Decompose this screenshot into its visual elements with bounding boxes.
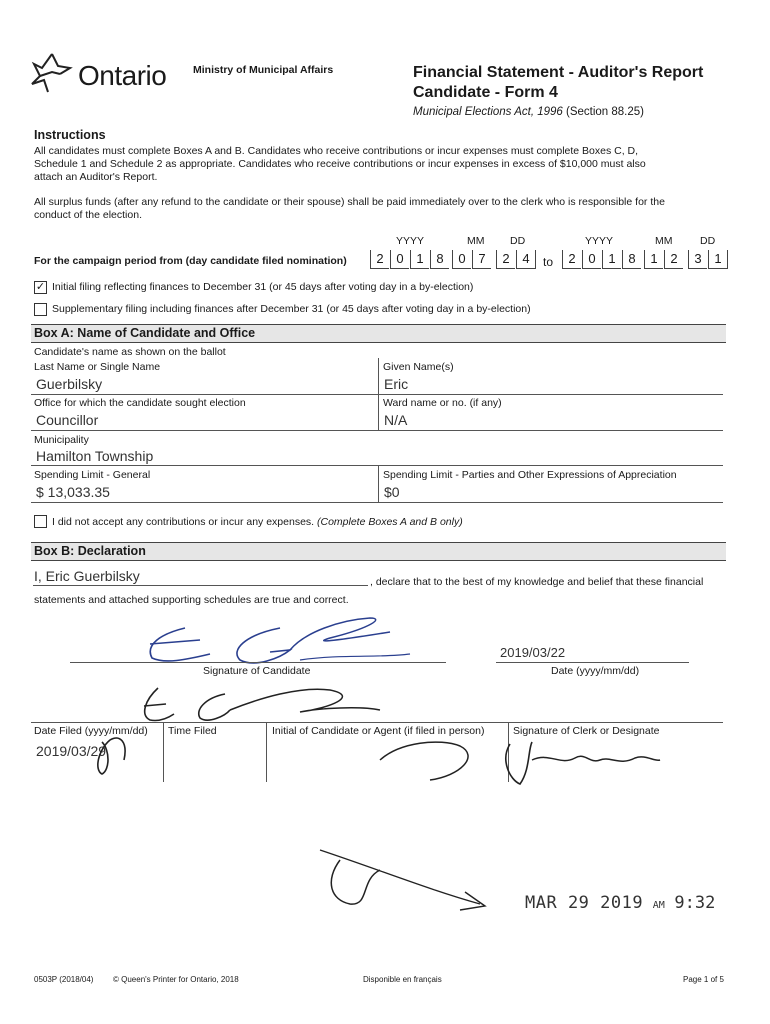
instructions-line: attach an Auditor's Report. — [34, 171, 158, 183]
initial-filing-label: Initial filing reflecting finances to December 31 (or 45 days after voting day in a by-election) — [52, 281, 474, 293]
limit-general-value[interactable]: $ 13,033.35 — [36, 484, 110, 500]
declarant-name[interactable]: I, Eric Guerbilsky — [34, 568, 140, 584]
instructions-line: conduct of the election. — [34, 209, 142, 221]
form-subtitle: Candidate - Form 4 — [413, 84, 558, 101]
signature-line — [70, 662, 446, 663]
received-stamp — [525, 893, 715, 913]
french-availability: Disponible en français — [363, 975, 442, 984]
divider — [31, 502, 723, 503]
date-filed-label: Date Filed (yyyy/mm/dd) — [34, 725, 148, 737]
declaration-text: , declare that to the best of my knowledge and belief that these financial — [370, 576, 704, 588]
period-yyyy-label-to: YYYY — [585, 235, 614, 247]
limit-parties-label: Spending Limit - Parties and Other Expressions of Appreciation — [383, 469, 677, 481]
no-contributions-label — [52, 516, 463, 528]
digit-box[interactable]: 2 — [496, 250, 515, 269]
signature-label: Signature of Candidate — [203, 665, 311, 677]
digit-box[interactable]: 0 — [582, 250, 601, 269]
digit-box[interactable]: 2 — [664, 250, 683, 269]
declaration-text-2: statements and attached supporting schedules are true and correct. — [34, 594, 349, 606]
divider — [31, 465, 723, 466]
office-value[interactable]: Councillor — [36, 412, 99, 428]
date-label: Date (yyyy/mm/dd) — [551, 665, 640, 677]
municipality-value[interactable]: Hamilton Township — [36, 448, 154, 464]
logo-wordmark: Ontario — [78, 60, 167, 91]
digit-box[interactable]: 8 — [430, 250, 449, 269]
given-name-label: Given Name(s) — [383, 361, 454, 373]
box-a-heading: Box A: Name of Candidate and Office — [31, 324, 726, 343]
digit-box[interactable]: 1 — [644, 250, 663, 269]
divider — [378, 358, 379, 430]
filed-row-top — [31, 722, 723, 723]
date-filed-value[interactable]: 2019/03/29 — [36, 743, 107, 759]
form-title: Financial Statement - Auditor's Report — [413, 64, 704, 81]
act-section: (Section 88.25) — [566, 106, 644, 118]
trillium-icon — [30, 50, 78, 95]
declarant-underline — [33, 585, 368, 586]
time-filed-label: Time Filed — [168, 725, 217, 737]
act-reference — [413, 106, 644, 118]
period-mm-label-from: MM — [467, 235, 485, 247]
ontario-logo — [30, 50, 180, 95]
instructions-heading: Instructions — [34, 128, 106, 142]
digit-box[interactable]: 0 — [452, 250, 471, 269]
date-signed-value[interactable]: 2019/03/22 — [500, 645, 566, 660]
digit-box[interactable]: 1 — [708, 250, 728, 269]
page-number: Page 1 of 5 — [683, 975, 724, 984]
ministry-name: Ministry of Municipal Affairs — [193, 64, 334, 76]
supplementary-filing-label: Supplementary filing including finances after December 31 (or 45 days after voting day in a by-election) — [52, 303, 531, 315]
filed-row-handwriting — [80, 730, 680, 790]
check-mark-icon: ✓ — [35, 281, 46, 293]
initial-agent-label: Initial of Candidate or Agent (if filed in person) — [272, 725, 485, 737]
last-name-value[interactable]: Guerbilsky — [36, 376, 103, 392]
copyright: © Queen's Printer for Ontario, 2018 — [113, 975, 239, 984]
digit-box[interactable]: 2 — [370, 250, 389, 269]
digit-box[interactable]: 7 — [472, 250, 491, 269]
form-number: 0503P (2018/04) — [34, 975, 94, 984]
municipality-label: Municipality — [34, 434, 89, 446]
name-on-ballot-label: Candidate's name as shown on the ballot — [34, 346, 226, 358]
arrow-annotation — [300, 840, 500, 930]
digit-box[interactable]: 3 — [688, 250, 707, 269]
act-name: Municipal Elections Act, 1996 — [413, 106, 563, 118]
no-contributions-text: I did not accept any contributions or incur any expenses. — [52, 516, 315, 528]
limit-parties-value[interactable]: $0 — [384, 484, 400, 500]
last-name-label: Last Name or Single Name — [34, 361, 161, 373]
instructions-para1 — [34, 145, 646, 184]
period-dd-label-from: DD — [510, 235, 526, 247]
instructions-para2 — [34, 196, 665, 222]
digit-box[interactable]: 0 — [390, 250, 409, 269]
stamp-date: MAR 29 2019 — [525, 893, 644, 913]
divider — [378, 466, 379, 503]
no-contributions-note: (Complete Boxes A and B only) — [317, 516, 463, 528]
digit-box[interactable]: 2 — [562, 250, 581, 269]
supplementary-filing-checkbox[interactable] — [34, 303, 47, 316]
limit-general-label: Spending Limit - General — [34, 469, 151, 481]
digit-box[interactable]: 8 — [622, 250, 641, 269]
ward-label: Ward name or no. (if any) — [383, 397, 502, 409]
period-mm-label-to: MM — [655, 235, 673, 247]
divider — [31, 430, 723, 431]
date-line — [496, 662, 689, 663]
stamp-ampm: AM — [652, 900, 665, 911]
divider — [31, 394, 723, 395]
given-name-value[interactable]: Eric — [384, 376, 409, 392]
period-yyyy-label-from: YYYY — [396, 235, 425, 247]
office-label: Office for which the candidate sought election — [34, 397, 246, 409]
instructions-line: All candidates must complete Boxes A and B. Candidates who receive contributions or incur expenses must complete Boxes C, D, — [34, 145, 639, 157]
ward-value[interactable]: N/A — [384, 412, 408, 428]
digit-box[interactable]: 1 — [602, 250, 621, 269]
period-dd-label-to: DD — [700, 235, 716, 247]
campaign-period-label: For the campaign period from (day candidate filed nomination) — [34, 255, 347, 267]
clerk-signature-label: Signature of Clerk or Designate — [513, 725, 660, 737]
stamp-time: 9:32 — [674, 893, 716, 913]
box-b-heading: Box B: Declaration — [31, 542, 726, 561]
digit-box[interactable]: 4 — [516, 250, 536, 269]
initial-filing-checkbox[interactable] — [34, 281, 47, 294]
digit-box[interactable]: 1 — [410, 250, 429, 269]
no-contributions-checkbox[interactable] — [34, 515, 47, 528]
period-to-label: to — [543, 255, 554, 269]
instructions-line: Schedule 1 and Schedule 2 as appropriate. Candidates who receive contributions or incur expenses in excess of $10,000 must also — [34, 158, 646, 170]
instructions-line: All surplus funds (after any refund to the candidate or their spouse) shall be paid immediately over to the clerk who is responsible for the — [34, 196, 665, 208]
